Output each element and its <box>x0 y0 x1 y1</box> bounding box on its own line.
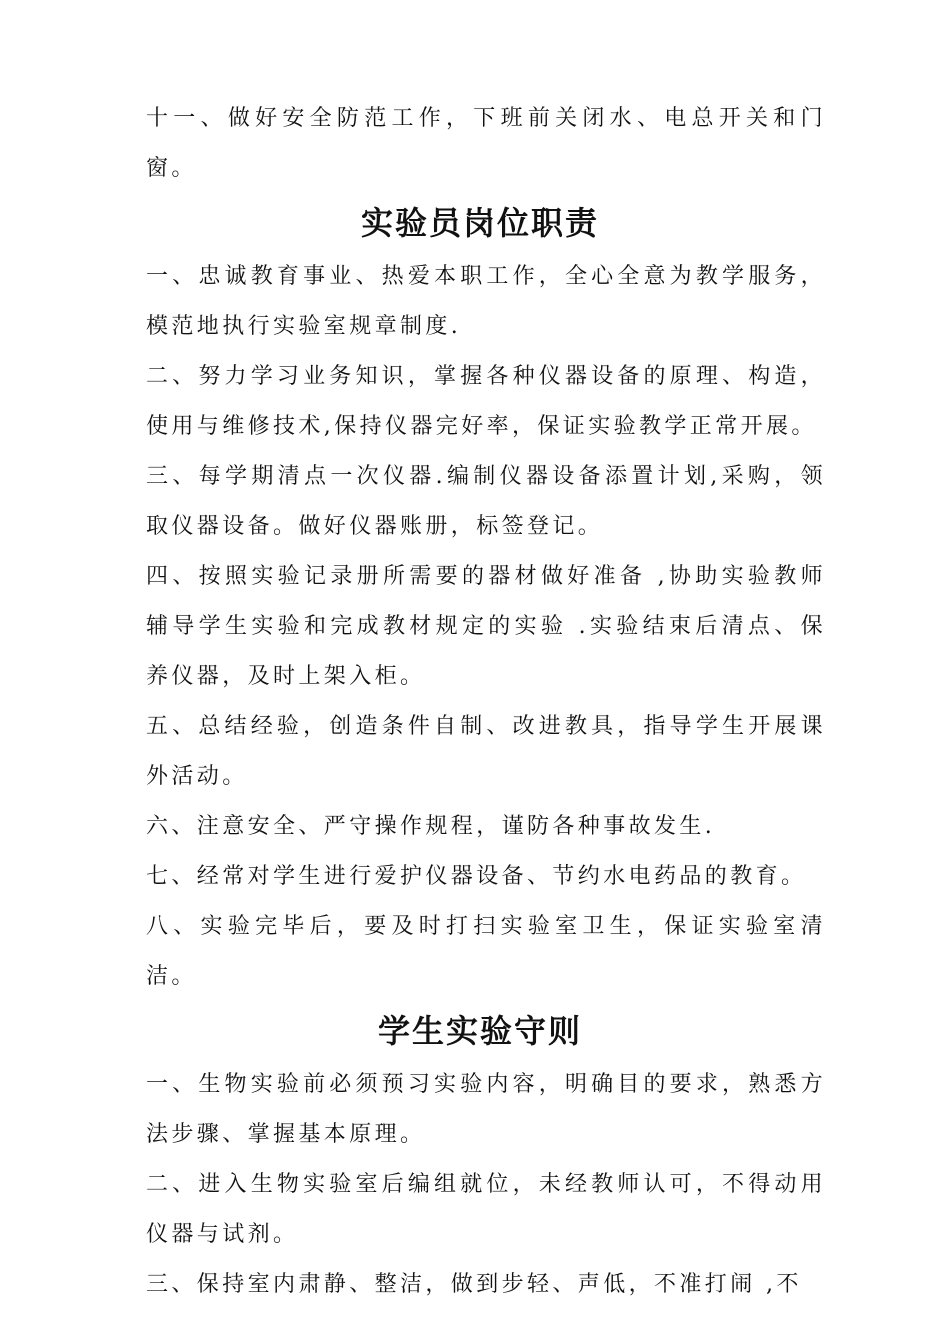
rule-item-2: 二、进入生物实验室后编组就位，未经教师认可，不得动用仪器与试剂。 <box>146 1172 826 1247</box>
duty-item-6: 六、注意安全、严守操作规程，谨防各种事故发生. <box>146 814 716 839</box>
duty-item-7: 七、经常对学生进行爱护仪器设备、节约水电药品的教育。 <box>146 864 807 889</box>
duty-item-3: 三、每学期清点一次仪器.编制仪器设备添置计划,采购，领取仪器设备。做好仪器账册，标签登记。 <box>146 464 826 539</box>
top-margin <box>146 0 826 94</box>
rule-item-1: 一、生物实验前必须预习实验内容，明确目的要求，熟悉方法步骤、掌握基本原理。 <box>146 1072 826 1147</box>
duty-item-1: 一、忠诚教育事业、热爱本职工作，全心全意为教学服务，模范地执行实验室规章制度. <box>146 264 826 339</box>
intro-line: 十一、做好安全防范工作，下班前关闭水、电总开关和门窗。 <box>146 106 826 181</box>
section-title-lab-staff-duties: 实验员岗位职责 <box>360 204 599 242</box>
document-page <box>146 0 826 1344</box>
section-title-student-lab-rules: 学生实验守则 <box>377 1012 582 1050</box>
duty-item-5: 五、总结经验，创造条件自制、改进教具，指导学生开展课外活动。 <box>146 714 826 789</box>
duty-item-2: 二、努力学习业务知识，掌握各种仪器设备的原理、构造，使用与维修技术,保持仪器完好率，保证实验教学正常开展。 <box>146 364 826 439</box>
duty-item-8: 八、实验完毕后，要及时打扫实验室卫生，保证实验室清洁。 <box>146 914 826 989</box>
duty-item-4: 四、按照实验记录册所需要的器材做好准备 ,协助实验教师辅导学生实验和完成教材规定的实验 .实验结束后清点、保养仪器，及时上架入柜。 <box>146 564 826 689</box>
rule-item-3: 三、保持室内肃静、整洁，做到步轻、声低，不准打闹 ,不 <box>146 1272 802 1297</box>
